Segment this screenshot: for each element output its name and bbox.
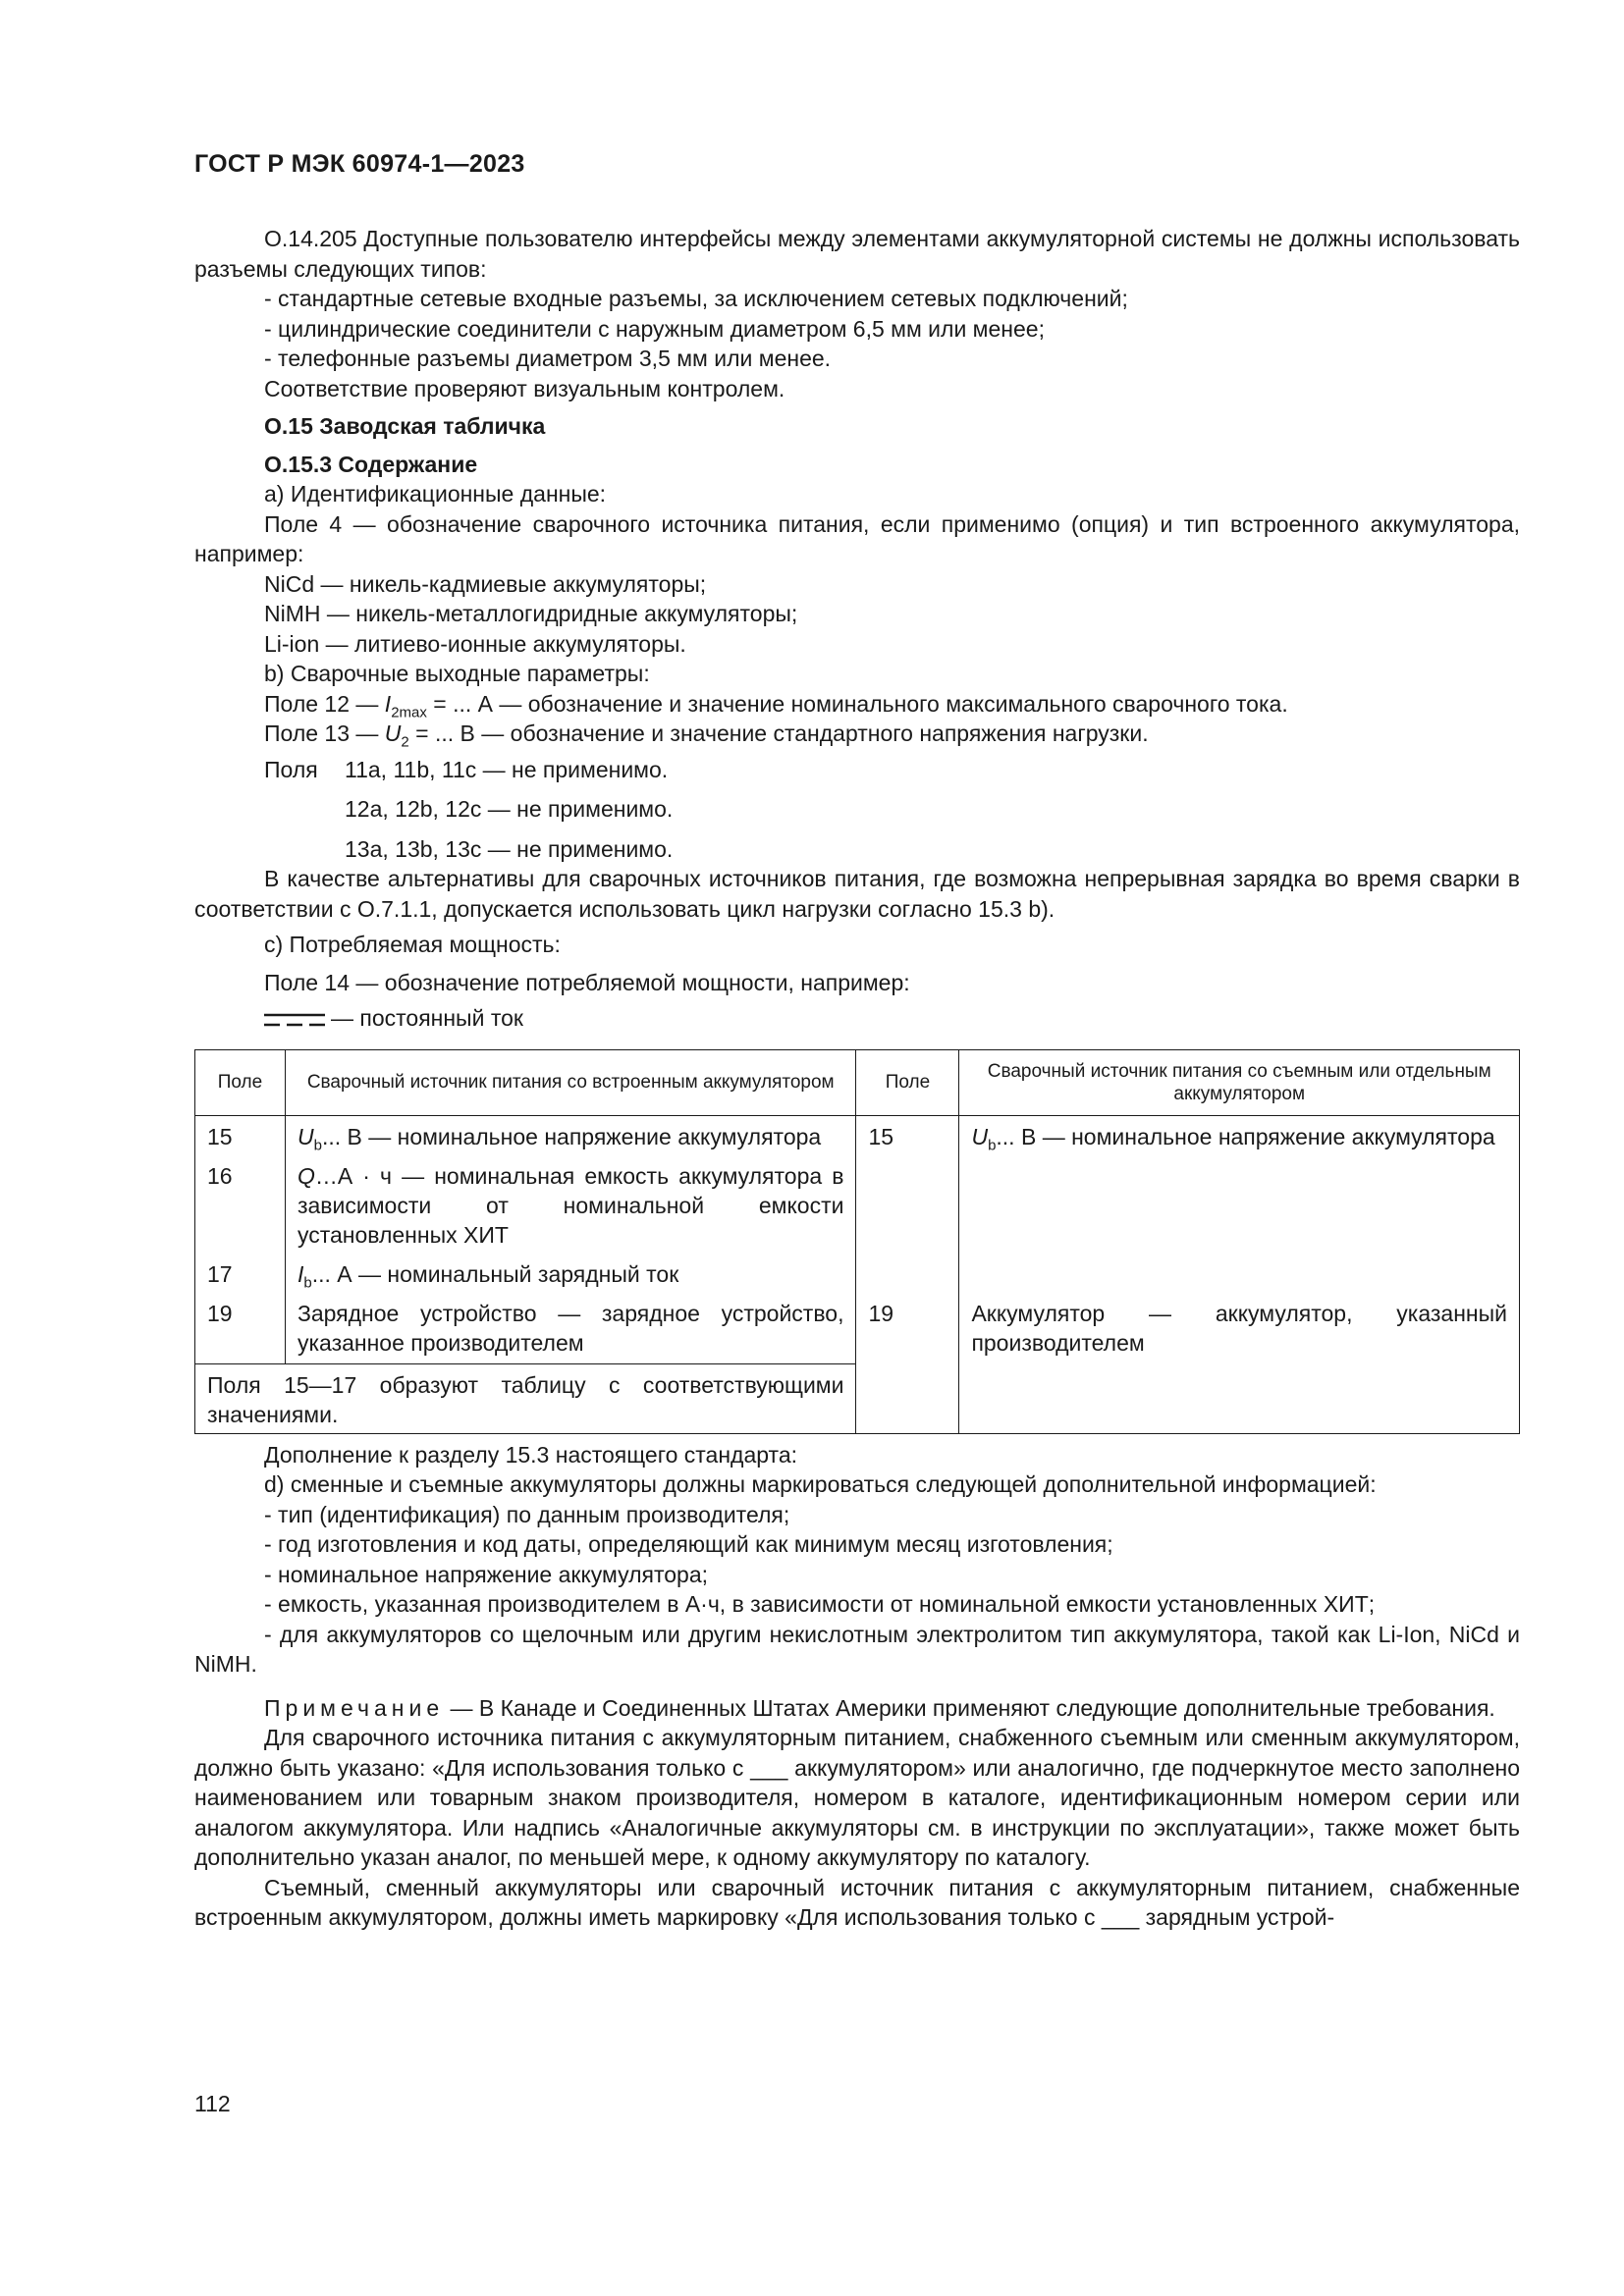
table-row [195,1289,1520,1364]
table-note: Поля 15—17 образуют таблицу с соответствующими значениями. [195,1363,856,1433]
table-cell: Зарядное устройство — зарядное устройство, указанное производителем [285,1289,856,1364]
na-item: 12а, 12b, 12с — не применимо. [345,796,674,822]
nameplate-table [194,1049,1520,1434]
section-heading-o15: О.15 Заводская табличка [264,413,546,439]
sec-14205-intro: О.14.205 Доступные пользователю интерфейсы между элементами аккумуляторной системы не должны использовать разъемы следующих типов: [194,226,1520,282]
sec-c-label: с) Потребляемая мощность: [264,932,561,957]
table-cell: $I_b$... А — номинальный зарядный ток [285,1250,856,1289]
fields-label: Поля [264,756,318,782]
list-item: - тип (идентификация) по данным производителя; [264,1501,790,1527]
table-header-cell: Поле [856,1049,959,1115]
table-cell: 19 [856,1289,959,1434]
document-body [194,224,1520,1933]
not-applicable-fields [194,755,1520,865]
table-cell: 17 [195,1250,286,1289]
dc-symbol-line: — постоянный ток [194,1003,1520,1034]
field-4-text: Поле 4 — обозначение сварочного источника питания, если применимо (опция) и тип встроенного аккумулятора, например: [194,510,1520,566]
note-text: Для сварочного источника питания с аккумуляторным питанием, снабженного съемным или сменным аккумулятором, должно быть указано: «Для использования только с ___ аккумулятором» или аналогично, где подчеркнутое место заполнено наименованием или товарным знаком производителя, номером в каталоге, идентификационным номером серии или аналогом аккумулятора. Или надпись «Аналогичные аккумуляторы см. в инструкции по эксплуатации», также может быть дополнительно указан аналог, по меньшей мере, к одному аккумулятору по каталогу. [194,1725,1520,1870]
note-text: Съемный, сменный аккумуляторы или сварочный источник питания с аккумуляторным питанием, снабженные встроенным аккумулятором, должны иметь маркировку «Для использования только с ___ зарядным устрой- [194,1874,1520,1930]
sec-14205-check: Соответствие проверяют визуальным контролем. [264,375,785,401]
document-header: ГОСТ Р МЭК 60974-1—2023 [194,150,525,178]
battery-type-item: NiMH — никель-металлогидридные аккумуляторы; [264,601,798,626]
list-item: - номинальное напряжение аккумулятора; [264,1561,709,1587]
table-cell: $U_b$... В — номинальное напряжение аккумулятора [959,1115,1520,1289]
table-cell: $U_b$... В — номинальное напряжение аккумулятора [285,1115,856,1151]
note-label: Примечание [264,1694,445,1721]
list-item: - телефонные разъемы диаметром 3,5 мм или менее. [264,346,832,371]
na-item: 11а, 11b, 11с — не применимо. [345,756,669,782]
table-cell: 16 [195,1151,286,1250]
table-header-cell: Сварочный источник питания со встроенным аккумулятором [285,1049,856,1115]
table-header-cell: Поле [195,1049,286,1115]
field-14-text: Поле 14 — обозначение потребляемой мощности, например: [264,969,910,995]
addition-d-label: d) сменные и съемные аккумуляторы должны маркироваться следующей дополнительной информацией: [264,1471,1377,1497]
alternative-text: В качестве альтернативы для сварочных источников питания, где возможна непрерывная зарядка во время сварки в соответствии с О.7.1.1, допускается использовать цикл нагрузки согласно 15.3 b). [194,866,1520,922]
direct-current-icon [264,1011,325,1029]
table-cell: 15 [195,1115,286,1151]
table-cell: Q…А · ч — номинальная емкость аккумулятора в зависимости от номинальной емкости установленных ХИТ [285,1151,856,1250]
table-header-cell: Сварочный источник питания со съемным или отдельным аккумулятором [959,1049,1520,1115]
section-heading-o153: О.15.3 Содержание [264,451,478,477]
table-header-row [195,1049,1520,1115]
table-cell: Аккумулятор — аккумулятор, указанный производителем [959,1289,1520,1434]
list-item: - для аккумуляторов со щелочным или другим некислотным электролитом тип аккумулятора, такой как Li-Ion, NiCd и NiMH. [194,1621,1520,1677]
list-item: - год изготовления и код даты, определяющий как минимум месяц изготовления; [264,1531,1113,1557]
page-number: 112 [194,2091,231,2116]
note-paragraph: Примечание — В Канаде и Соединенных Штатах Америки применяют следующие дополнительные требования. [264,1694,1495,1721]
field-13-text: Поле 13 — $U_2$ = ... В — обозначение и значение стандартного напряжения нагрузки. [264,721,1149,751]
sec-b-label: b) Сварочные выходные параметры: [264,661,650,686]
battery-type-item: Li-ion — литиево-ионные аккумуляторы. [264,630,686,657]
na-item: 13а, 13b, 13с — не применимо. [345,835,674,862]
field-12-text: Поле 12 — $I_{2max}$ = ... А — обозначение и значение номинального максимального сварочного тока. [264,690,1288,721]
addition-intro: Дополнение к разделу 15.3 настоящего стандарта: [264,1441,798,1468]
table-cell: 15 [856,1115,959,1289]
battery-type-item: NiCd — никель-кадмиевые аккумуляторы; [264,570,707,597]
list-item: - емкость, указанная производителем в А·ч, в зависимости от номинальной емкости установленных ХИТ; [264,1591,1376,1617]
list-item: - стандартные сетевые входные разъемы, за исключением сетевых подключений; [264,286,1128,311]
sec-a-label: а) Идентификационные данные: [264,481,607,507]
table-cell: 19 [195,1289,286,1364]
list-item: - цилиндрические соединители с наружным диаметром 6,5 мм или менее; [264,315,1045,342]
table-row [195,1115,1520,1151]
